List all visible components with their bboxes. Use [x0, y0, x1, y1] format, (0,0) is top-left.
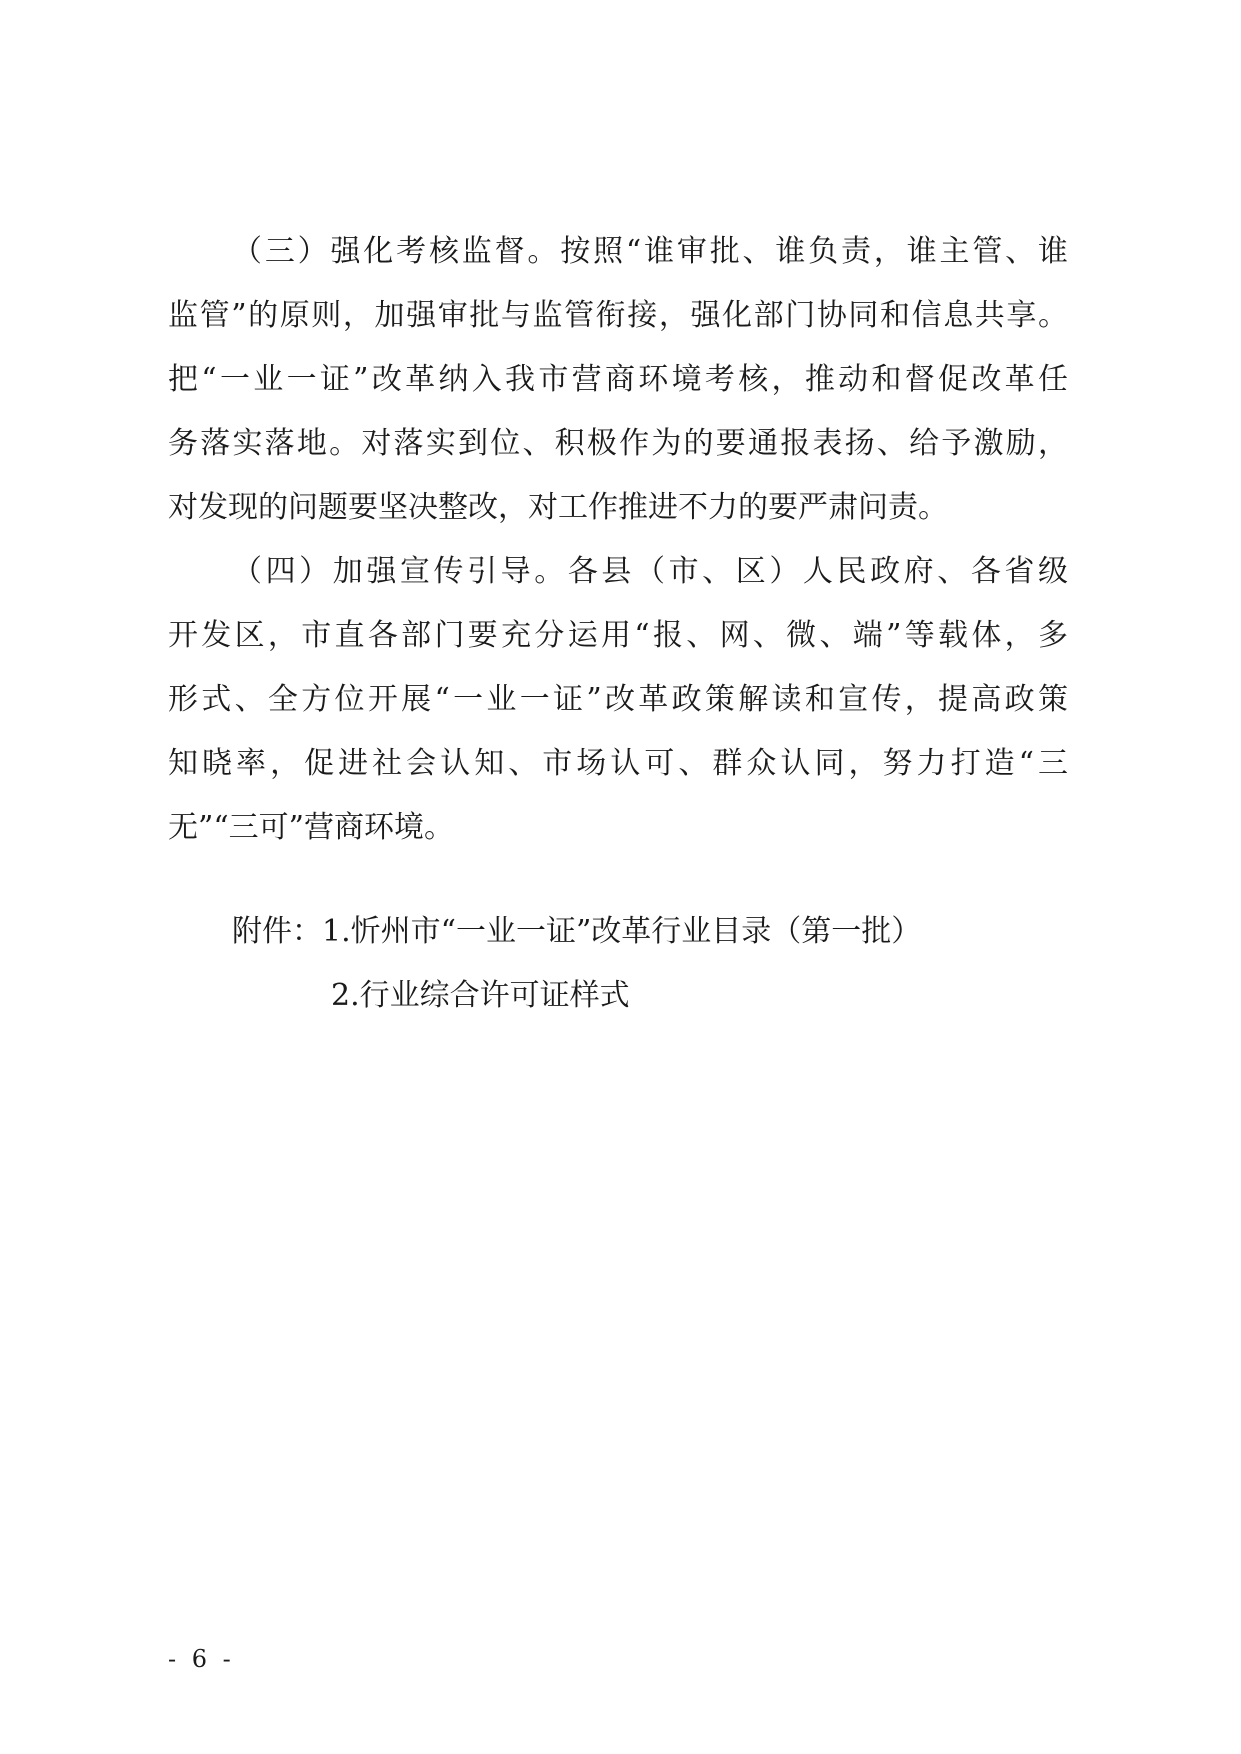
paragraph-4-line-5: 无”“三可”营商环境。: [168, 810, 455, 845]
paragraph-4-line-1: （四）加强宣传引导。各县（市、区）人民政府、各省级: [232, 554, 1068, 589]
paragraph-3-line-2: 监管”的原则，加强审批与监管衔接，强化部门协同和信息共享。: [168, 298, 1068, 333]
attachment-item-2: 2.行业综合许可证样式: [331, 978, 630, 1013]
paragraph-4-line-3: 形式、全方位开展“一业一证”改革政策解读和宣传，提高政策: [168, 682, 1068, 717]
paragraph-4-line-2: 开发区，市直各部门要充分运用“报、网、微、端”等载体，多: [168, 618, 1068, 653]
attachment-item-1: 1.忻州市“一业一证”改革行业目录（第一批）: [322, 914, 922, 949]
paragraph-3-line-1: （三）强化考核监督。按照“谁审批、谁负责，谁主管、谁: [232, 234, 1068, 269]
attachment-list: [232, 912, 921, 952]
paragraph-3-line-3: 把“一业一证”改革纳入我市营商环境考核，推动和督促改革任: [168, 362, 1068, 397]
paragraph-4-line-4: 知晓率，促进社会认知、市场认可、群众认同，努力打造“三: [168, 746, 1068, 781]
paragraph-3-line-5: 对发现的问题要坚决整改，对工作推进不力的要严肃问责。: [168, 490, 948, 525]
attachment-label: 附件：: [232, 914, 322, 949]
page-number: - 6 -: [168, 1645, 235, 1673]
paragraph-3-line-4: 务落实落地。对落实到位、积极作为的要通报表扬、给予激励，: [168, 426, 1068, 461]
